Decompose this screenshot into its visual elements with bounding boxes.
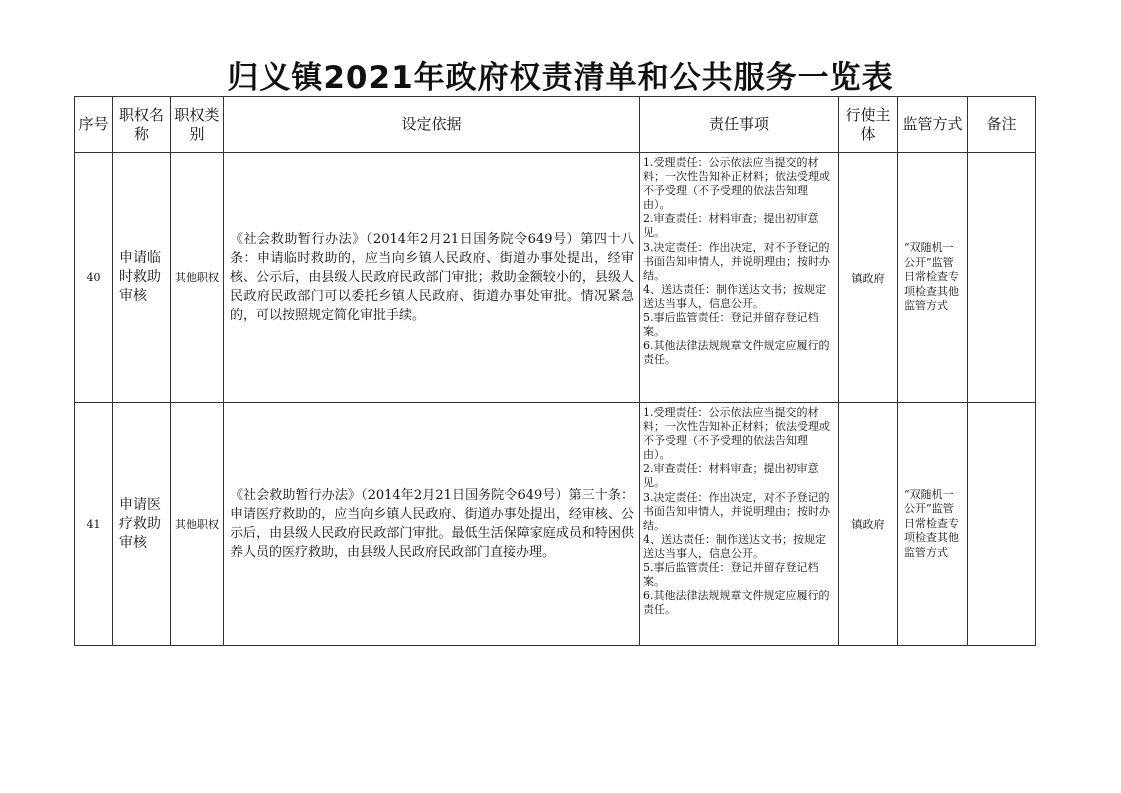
cell-duties [640,153,839,403]
responsibility-table [74,96,1036,646]
header-no: 序号 [75,97,113,153]
cell-basis: 《社会救助暂行办法》（2014年2月21日国务院令649号）第三十条：申请医疗救助的，应当向乡镇人民政府、街道办事处提出，经审核、公示后，由县级人民政府民政部门审批。最低生活保障家庭成员和特困供养人员的医疗救助，由县级人民政府民政部门直接办理。 [224,403,640,646]
cell-no: 40 [75,153,113,403]
header-note: 备注 [968,97,1036,153]
duty-item: 1.受理责任：公示依法应当提交的材料；一次性告知补正材料；依法受理或不予受理（不予受理的依法告知理由）。 [643,156,830,212]
duty-item: 2.审查责任：材料审查；提出初审意见。 [643,212,819,240]
table-row [75,403,1036,646]
header-duties: 责任事项 [640,97,839,153]
table-row [75,153,1036,403]
duty-item: 3.决定责任：作出决定，对不予登记的书面告知申情人，并说明理由；按时办结。 [643,240,830,282]
duty-item: 4、送达责任：制作送达文书；按规定送达当事人，信息公开。 [643,532,826,560]
cell-note [968,153,1036,403]
cell-duties [640,403,839,646]
cell-name: 申请医疗救助审核 [113,403,171,646]
cell-supervision: “双随机一公开”监管日常检查专项检查其他监管方式 [898,403,968,646]
duty-item: 5.事后监管责任：登记并留存登记档案。 [643,561,819,589]
document-title: 归义镇2021年政府权责清单和公共服务一览表 [227,60,894,96]
cell-no: 41 [75,403,113,646]
cell-type: 其他职权 [171,403,224,646]
cell-type: 其他职权 [171,153,224,403]
duty-item: 3.决定责任：作出决定，对不予登记的书面告知申情人，并说明理由；按时办结。 [643,490,830,532]
table-header-row [75,97,1036,153]
header-subject: 行使主体 [839,97,898,153]
cell-basis: 《社会救助暂行办法》（2014年2月21日国务院令649号）第四十八条：申请临时救助的，应当向乡镇人民政府、街道办事处提出，经审核、公示后，由县级人民政府民政部门审批；救助金额较小的，县级人民政府民政部门可以委托乡镇人民政府、街道办事处审批。情况紧急的，可以按照规定简化审批手续。 [224,153,640,403]
duty-item: 6.其他法律法规规章文件规定应履行的责任。 [643,339,830,367]
header-basis: 设定依据 [224,97,640,153]
header-type: 职权类别 [171,97,224,153]
header-supervision: 监管方式 [898,97,968,153]
cell-subject: 镇政府 [839,403,898,646]
duty-item: 5.事后监管责任：登记并留存登记档案。 [643,311,819,339]
duty-item: 2.审查责任：材料审查；提出初审意见。 [643,462,819,490]
duty-item: 1.受理责任：公示依法应当提交的材料；一次性告知补正材料；依法受理或不予受理（不予受理的依法告知理由）。 [643,406,830,462]
cell-note [968,403,1036,646]
cell-subject: 镇政府 [839,153,898,403]
duty-item: 4、送达责任：制作送达文书；按规定送达当事人，信息公开。 [643,282,826,310]
cell-name: 申请临时救助审核 [113,153,171,403]
header-name: 职权名称 [113,97,171,153]
cell-supervision: “双随机一公开”监管日常检查专项检查其他监管方式 [898,153,968,403]
duty-item: 6.其他法律法规规章文件规定应履行的责任。 [643,589,830,617]
